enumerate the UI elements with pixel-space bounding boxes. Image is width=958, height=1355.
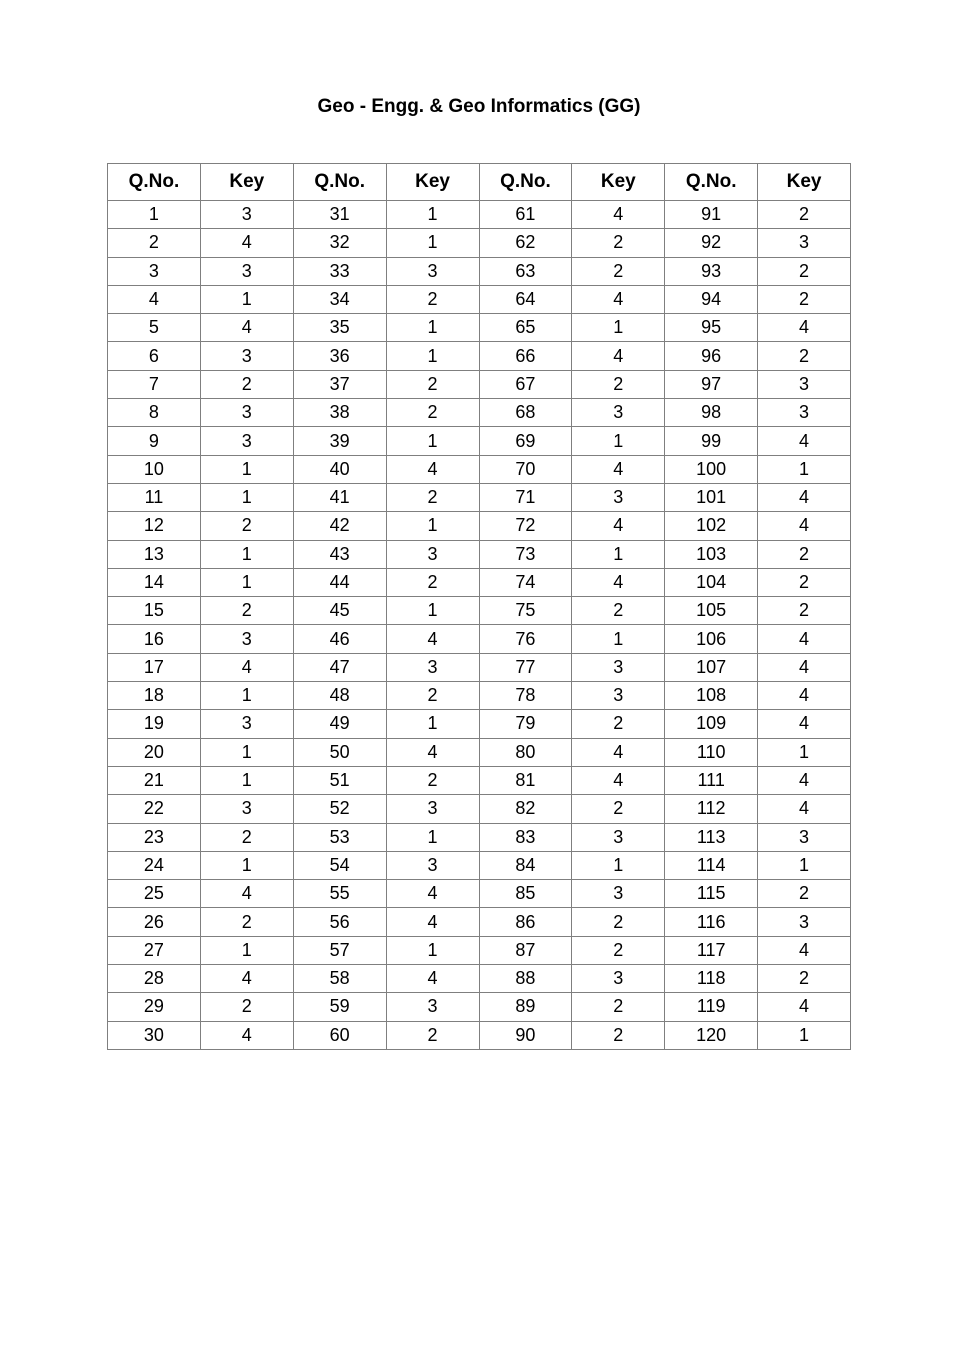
question-number-cell: 19 (108, 710, 201, 738)
question-number-cell: 63 (479, 257, 572, 285)
question-number-cell: 85 (479, 880, 572, 908)
question-number-cell: 21 (108, 766, 201, 794)
answer-key-cell: 2 (758, 568, 851, 596)
question-number-cell: 14 (108, 568, 201, 596)
answer-key-cell: 3 (386, 795, 479, 823)
question-number-cell: 27 (108, 936, 201, 964)
question-number-cell: 109 (665, 710, 758, 738)
question-number-cell: 22 (108, 795, 201, 823)
answer-key-cell: 3 (572, 399, 665, 427)
question-number-cell: 90 (479, 1021, 572, 1049)
answer-key-cell: 2 (758, 540, 851, 568)
table-row (108, 597, 851, 625)
question-number-cell: 17 (108, 653, 201, 681)
question-number-cell: 67 (479, 370, 572, 398)
question-number-cell: 34 (293, 285, 386, 313)
question-number-cell: 64 (479, 285, 572, 313)
answer-key-cell: 4 (758, 427, 851, 455)
question-number-cell: 11 (108, 483, 201, 511)
answer-key-cell: 4 (386, 908, 479, 936)
answer-key-cell: 3 (200, 710, 293, 738)
answer-key-cell: 2 (386, 568, 479, 596)
answer-key-cell: 1 (200, 738, 293, 766)
question-number-cell: 58 (293, 965, 386, 993)
answer-key-cell: 4 (572, 455, 665, 483)
answer-key-cell: 1 (572, 427, 665, 455)
table-row (108, 682, 851, 710)
question-number-cell: 40 (293, 455, 386, 483)
column-header-qno: Q.No. (665, 164, 758, 201)
answer-key-cell: 2 (200, 823, 293, 851)
table-row (108, 229, 851, 257)
table-row (108, 483, 851, 511)
column-header-key: Key (386, 164, 479, 201)
table-row (108, 710, 851, 738)
answer-key-cell: 2 (386, 399, 479, 427)
question-number-cell: 101 (665, 483, 758, 511)
answer-key-cell: 1 (758, 738, 851, 766)
table-row (108, 965, 851, 993)
question-number-cell: 98 (665, 399, 758, 427)
question-number-cell: 75 (479, 597, 572, 625)
table-row (108, 568, 851, 596)
table-row (108, 880, 851, 908)
table-row (108, 795, 851, 823)
answer-key-cell: 2 (758, 965, 851, 993)
question-number-cell: 102 (665, 512, 758, 540)
answer-key-cell: 1 (386, 823, 479, 851)
question-number-cell: 71 (479, 483, 572, 511)
question-number-cell: 66 (479, 342, 572, 370)
question-number-cell: 107 (665, 653, 758, 681)
column-header-qno: Q.No. (108, 164, 201, 201)
answer-key-cell: 4 (758, 483, 851, 511)
question-number-cell: 93 (665, 257, 758, 285)
question-number-cell: 46 (293, 625, 386, 653)
table-row (108, 285, 851, 313)
answer-key-cell: 4 (200, 229, 293, 257)
question-number-cell: 13 (108, 540, 201, 568)
answer-key-cell: 1 (200, 540, 293, 568)
question-number-cell: 105 (665, 597, 758, 625)
answer-key-cell: 2 (758, 880, 851, 908)
question-number-cell: 59 (293, 993, 386, 1021)
answer-key-cell: 2 (572, 370, 665, 398)
table-row (108, 625, 851, 653)
answer-key-cell: 1 (386, 342, 479, 370)
answer-key-cell: 2 (386, 370, 479, 398)
question-number-cell: 35 (293, 314, 386, 342)
answer-key-cell: 4 (572, 342, 665, 370)
answer-key-cell: 3 (200, 201, 293, 229)
table-header (108, 164, 851, 201)
question-number-cell: 31 (293, 201, 386, 229)
answer-key-cell: 4 (386, 965, 479, 993)
question-number-cell: 89 (479, 993, 572, 1021)
question-number-cell: 114 (665, 851, 758, 879)
answer-key-cell: 3 (386, 540, 479, 568)
question-number-cell: 91 (665, 201, 758, 229)
question-number-cell: 103 (665, 540, 758, 568)
question-number-cell: 115 (665, 880, 758, 908)
question-number-cell: 119 (665, 993, 758, 1021)
question-number-cell: 84 (479, 851, 572, 879)
question-number-cell: 26 (108, 908, 201, 936)
question-number-cell: 61 (479, 201, 572, 229)
answer-key-cell: 3 (200, 257, 293, 285)
answer-key-cell: 1 (386, 597, 479, 625)
question-number-cell: 23 (108, 823, 201, 851)
answer-key-cell: 2 (200, 597, 293, 625)
question-number-cell: 12 (108, 512, 201, 540)
table-row (108, 201, 851, 229)
answer-key-cell: 1 (200, 682, 293, 710)
question-number-cell: 1 (108, 201, 201, 229)
question-number-cell: 106 (665, 625, 758, 653)
answer-key-cell: 4 (758, 936, 851, 964)
answer-key-cell: 2 (200, 370, 293, 398)
answer-key-cell: 2 (572, 1021, 665, 1049)
question-number-cell: 62 (479, 229, 572, 257)
question-number-cell: 56 (293, 908, 386, 936)
table-row (108, 257, 851, 285)
answer-key-cell: 4 (200, 314, 293, 342)
question-number-cell: 100 (665, 455, 758, 483)
table-row (108, 993, 851, 1021)
question-number-cell: 83 (479, 823, 572, 851)
answer-key-cell: 4 (572, 738, 665, 766)
answer-key-cell: 4 (572, 512, 665, 540)
answer-key-cell: 3 (758, 823, 851, 851)
table-row (108, 851, 851, 879)
question-number-cell: 42 (293, 512, 386, 540)
question-number-cell: 113 (665, 823, 758, 851)
answer-key-cell: 2 (200, 512, 293, 540)
answer-key-cell: 1 (386, 314, 479, 342)
question-number-cell: 69 (479, 427, 572, 455)
table-row (108, 766, 851, 794)
answer-key-cell: 3 (572, 682, 665, 710)
table-body (108, 201, 851, 1050)
answer-key-cell: 4 (386, 880, 479, 908)
question-number-cell: 72 (479, 512, 572, 540)
table-row (108, 512, 851, 540)
table-row (108, 427, 851, 455)
answer-key-cell: 1 (200, 285, 293, 313)
answer-key-cell: 2 (386, 682, 479, 710)
answer-key-cell: 4 (572, 568, 665, 596)
question-number-cell: 117 (665, 936, 758, 964)
answer-key-cell: 1 (572, 625, 665, 653)
question-number-cell: 73 (479, 540, 572, 568)
question-number-cell: 110 (665, 738, 758, 766)
question-number-cell: 112 (665, 795, 758, 823)
answer-key-cell: 3 (758, 399, 851, 427)
answer-key-cell: 4 (200, 653, 293, 681)
column-header-qno: Q.No. (479, 164, 572, 201)
answer-key-cell: 1 (200, 766, 293, 794)
answer-key-cell: 2 (758, 257, 851, 285)
question-number-cell: 60 (293, 1021, 386, 1049)
answer-key-cell: 4 (572, 766, 665, 794)
answer-key-cell: 1 (200, 851, 293, 879)
question-number-cell: 65 (479, 314, 572, 342)
question-number-cell: 18 (108, 682, 201, 710)
answer-key-cell: 4 (758, 512, 851, 540)
table-row (108, 342, 851, 370)
answer-key-cell: 4 (758, 795, 851, 823)
question-number-cell: 32 (293, 229, 386, 257)
answer-key-cell: 2 (386, 285, 479, 313)
column-header-key: Key (572, 164, 665, 201)
question-number-cell: 24 (108, 851, 201, 879)
question-number-cell: 6 (108, 342, 201, 370)
answer-key-cell: 2 (758, 201, 851, 229)
table-row (108, 908, 851, 936)
question-number-cell: 76 (479, 625, 572, 653)
question-number-cell: 20 (108, 738, 201, 766)
question-number-cell: 3 (108, 257, 201, 285)
answer-key-table (107, 163, 851, 1050)
answer-key-cell: 3 (572, 483, 665, 511)
answer-key-cell: 1 (572, 851, 665, 879)
answer-key-cell: 1 (200, 568, 293, 596)
question-number-cell: 53 (293, 823, 386, 851)
answer-key-cell: 1 (386, 512, 479, 540)
question-number-cell: 10 (108, 455, 201, 483)
table-row (108, 738, 851, 766)
table-row (108, 823, 851, 851)
answer-key-cell: 3 (386, 993, 479, 1021)
question-number-cell: 116 (665, 908, 758, 936)
question-number-cell: 33 (293, 257, 386, 285)
answer-key-cell: 4 (386, 455, 479, 483)
answer-key-cell: 4 (758, 314, 851, 342)
question-number-cell: 81 (479, 766, 572, 794)
answer-key-cell: 2 (572, 597, 665, 625)
question-number-cell: 111 (665, 766, 758, 794)
answer-key-cell: 2 (758, 597, 851, 625)
question-number-cell: 7 (108, 370, 201, 398)
answer-key-cell: 3 (572, 880, 665, 908)
question-number-cell: 55 (293, 880, 386, 908)
question-number-cell: 2 (108, 229, 201, 257)
answer-key-cell: 2 (386, 1021, 479, 1049)
answer-key-cell: 1 (200, 455, 293, 483)
question-number-cell: 37 (293, 370, 386, 398)
answer-key-cell: 3 (572, 965, 665, 993)
answer-key-cell: 4 (758, 625, 851, 653)
answer-key-cell: 4 (200, 1021, 293, 1049)
header-row (108, 164, 851, 201)
table-row (108, 314, 851, 342)
question-number-cell: 41 (293, 483, 386, 511)
question-number-cell: 96 (665, 342, 758, 370)
question-number-cell: 95 (665, 314, 758, 342)
question-number-cell: 97 (665, 370, 758, 398)
question-number-cell: 52 (293, 795, 386, 823)
question-number-cell: 44 (293, 568, 386, 596)
answer-key-cell: 2 (572, 710, 665, 738)
answer-key-cell: 1 (386, 936, 479, 964)
answer-key-cell: 4 (386, 625, 479, 653)
question-number-cell: 48 (293, 682, 386, 710)
answer-key-cell: 2 (386, 766, 479, 794)
table-row (108, 370, 851, 398)
answer-key-cell: 3 (386, 851, 479, 879)
question-number-cell: 57 (293, 936, 386, 964)
question-number-cell: 39 (293, 427, 386, 455)
answer-key-cell: 1 (386, 201, 479, 229)
question-number-cell: 99 (665, 427, 758, 455)
column-header-key: Key (758, 164, 851, 201)
question-number-cell: 92 (665, 229, 758, 257)
question-number-cell: 68 (479, 399, 572, 427)
answer-key-cell: 3 (200, 427, 293, 455)
answer-key-cell: 2 (572, 936, 665, 964)
question-number-cell: 45 (293, 597, 386, 625)
question-number-cell: 4 (108, 285, 201, 313)
answer-key-cell: 3 (386, 653, 479, 681)
question-number-cell: 70 (479, 455, 572, 483)
answer-key-cell: 1 (572, 540, 665, 568)
answer-key-cell: 3 (200, 625, 293, 653)
question-number-cell: 16 (108, 625, 201, 653)
question-number-cell: 80 (479, 738, 572, 766)
question-number-cell: 79 (479, 710, 572, 738)
answer-key-cell: 3 (758, 370, 851, 398)
answer-key-cell: 3 (200, 399, 293, 427)
question-number-cell: 82 (479, 795, 572, 823)
answer-key-cell: 2 (572, 229, 665, 257)
question-number-cell: 51 (293, 766, 386, 794)
question-number-cell: 47 (293, 653, 386, 681)
question-number-cell: 43 (293, 540, 386, 568)
question-number-cell: 94 (665, 285, 758, 313)
table-row (108, 936, 851, 964)
question-number-cell: 88 (479, 965, 572, 993)
question-number-cell: 54 (293, 851, 386, 879)
answer-key-cell: 3 (386, 257, 479, 285)
question-number-cell: 30 (108, 1021, 201, 1049)
answer-key-cell: 4 (200, 880, 293, 908)
question-number-cell: 5 (108, 314, 201, 342)
answer-key-cell: 1 (386, 427, 479, 455)
answer-key-cell: 2 (200, 908, 293, 936)
question-number-cell: 49 (293, 710, 386, 738)
answer-key-cell: 1 (386, 710, 479, 738)
answer-key-cell: 4 (758, 710, 851, 738)
answer-key-cell: 4 (200, 965, 293, 993)
answer-key-cell: 4 (386, 738, 479, 766)
answer-key-cell: 2 (572, 795, 665, 823)
answer-key-cell: 1 (386, 229, 479, 257)
answer-key-cell: 1 (572, 314, 665, 342)
question-number-cell: 78 (479, 682, 572, 710)
answer-key-cell: 1 (200, 483, 293, 511)
question-number-cell: 74 (479, 568, 572, 596)
question-number-cell: 104 (665, 568, 758, 596)
table-row (108, 455, 851, 483)
answer-key-cell: 1 (758, 851, 851, 879)
table-row (108, 653, 851, 681)
question-number-cell: 28 (108, 965, 201, 993)
question-number-cell: 118 (665, 965, 758, 993)
answer-key-cell: 3 (200, 342, 293, 370)
answer-key-cell: 4 (758, 993, 851, 1021)
question-number-cell: 120 (665, 1021, 758, 1049)
answer-key-cell: 4 (758, 653, 851, 681)
answer-key-cell: 3 (758, 229, 851, 257)
question-number-cell: 9 (108, 427, 201, 455)
question-number-cell: 86 (479, 908, 572, 936)
table-row (108, 1021, 851, 1049)
page-title: Geo - Engg. & Geo Informatics (GG) (317, 96, 641, 117)
answer-key-cell: 3 (758, 908, 851, 936)
column-header-qno: Q.No. (293, 164, 386, 201)
column-header-key: Key (200, 164, 293, 201)
answer-key-cell: 1 (200, 936, 293, 964)
answer-key-cell: 4 (572, 201, 665, 229)
answer-key-cell: 3 (200, 795, 293, 823)
answer-key-cell: 4 (758, 766, 851, 794)
answer-key-cell: 2 (386, 483, 479, 511)
answer-key-cell: 1 (758, 455, 851, 483)
answer-key-cell: 2 (758, 342, 851, 370)
question-number-cell: 38 (293, 399, 386, 427)
question-number-cell: 8 (108, 399, 201, 427)
answer-key-cell: 2 (572, 257, 665, 285)
answer-key-cell: 1 (758, 1021, 851, 1049)
answer-key-cell: 2 (572, 908, 665, 936)
answer-key-cell: 4 (758, 682, 851, 710)
answer-key-cell: 2 (572, 993, 665, 1021)
question-number-cell: 36 (293, 342, 386, 370)
answer-key-cell: 3 (572, 823, 665, 851)
question-number-cell: 25 (108, 880, 201, 908)
table-row (108, 399, 851, 427)
question-number-cell: 29 (108, 993, 201, 1021)
answer-key-cell: 3 (572, 653, 665, 681)
answer-key-cell: 2 (200, 993, 293, 1021)
question-number-cell: 108 (665, 682, 758, 710)
question-number-cell: 77 (479, 653, 572, 681)
table-row (108, 540, 851, 568)
question-number-cell: 50 (293, 738, 386, 766)
question-number-cell: 15 (108, 597, 201, 625)
question-number-cell: 87 (479, 936, 572, 964)
answer-key-cell: 4 (572, 285, 665, 313)
answer-key-cell: 2 (758, 285, 851, 313)
